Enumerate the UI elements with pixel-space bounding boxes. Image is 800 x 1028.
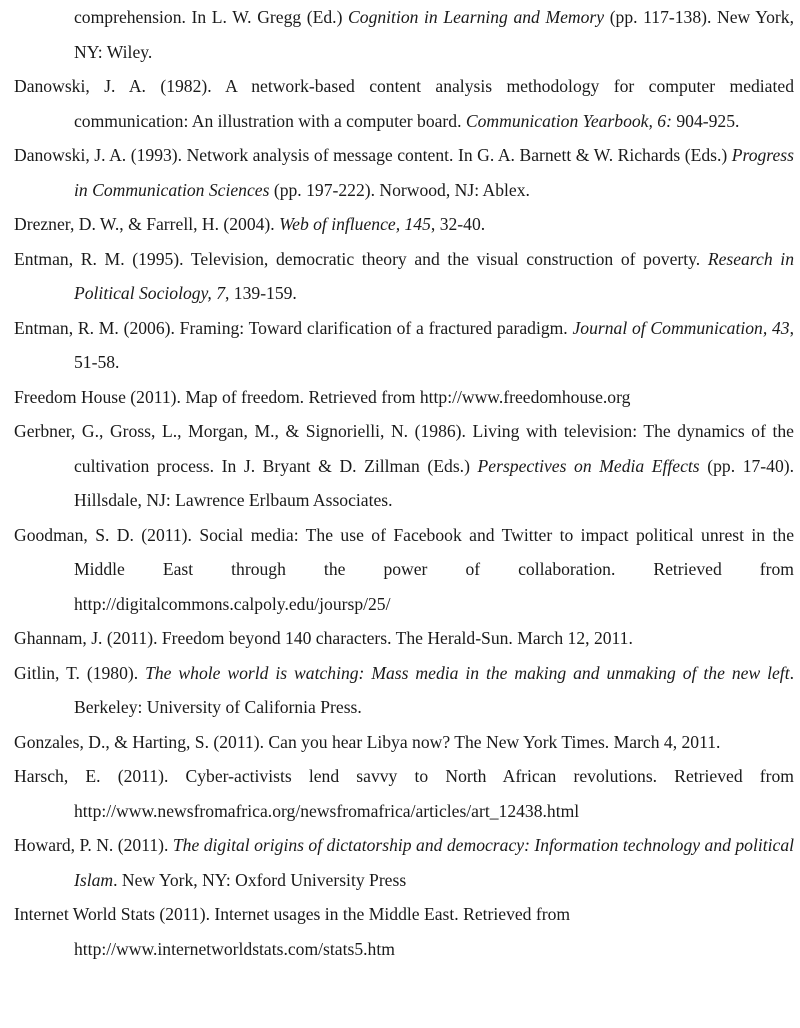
reference-entry-howard-2011	[14, 828, 794, 897]
reference-entry-danowski-1982	[14, 69, 794, 138]
reference-text: (pp. 17-40). Hillsdale, NJ: Lawrence Erlbaum Associates.	[74, 455, 794, 510]
reference-entry-drezner-2004	[14, 207, 794, 242]
reference-entry-entman-2006	[14, 311, 794, 380]
reference-text: Entman, R. M. (1995). Television, democratic theory and the visual construction of poverty.	[14, 248, 708, 269]
reference-text: . New York, NY: Oxford University Press	[113, 869, 407, 890]
reference-text: Gonzales, D., & Harting, S. (2011). Can you hear Libya now? The New York Times. March 4, 2011.	[14, 731, 721, 752]
reference-text: comprehension. In L. W. Gregg (Ed.)	[74, 7, 349, 27]
reference-text: Howard, P. N. (2011).	[14, 835, 173, 855]
reference-text: . Berkeley: University of California Press.	[74, 662, 794, 717]
reference-text: Drezner, D. W., & Farrell, H. (2004).	[14, 214, 280, 234]
reference-text: Freedom House (2011). Map of freedom. Retrieved from http://www.freedomhouse.org	[14, 386, 631, 407]
reference-title: Communication Yearbook, 6:	[465, 110, 672, 131]
reference-text: Danowski, J. A. (1982). A network-based content analysis methodology for computer mediated communication: An illustration with a computer board.	[14, 76, 794, 131]
reference-text: 904-925.	[671, 110, 740, 131]
reference-text: Goodman, S. D. (2011). Social media: The use of Facebook and Twitter to impact political unrest in the Middle East through the power of collaboration. Retrieved from http://digitalcommons.calpoly.edu/joursp/25/	[14, 524, 794, 614]
reference-entry-gerbner-1986	[14, 414, 794, 518]
reference-text: Gerbner, G., Gross, L., Morgan, M., & Signorielli, N. (1986). Living with television: The dynamics of the cultivation process. In J. Bryant & D. Zillman (Eds.)	[14, 421, 794, 476]
reference-title: The whole world is watching: Mass media in the making and unmaking of the new left	[145, 662, 790, 683]
reference-title: Perspectives on Media Effects	[477, 455, 700, 476]
reference-text: , 139-159.	[225, 283, 297, 303]
reference-title: Research in Political Sociology, 7	[74, 248, 794, 303]
reference-text: , 32-40.	[430, 214, 486, 234]
reference-title: Web of influence, 145	[279, 214, 431, 234]
reference-entry-goodman-2011	[14, 518, 794, 622]
reference-entry-entman-1995	[14, 242, 794, 311]
reference-text: Entman, R. M. (2006). Framing: Toward clarification of a fractured paradigm.	[14, 317, 573, 338]
reference-entry-ghannam-2011	[14, 621, 794, 656]
reference-text: , 51-58.	[74, 317, 794, 372]
reference-entry-gregg-continuation	[14, 0, 794, 69]
reference-text: Internet World Stats (2011). Internet usages in the Middle East. Retrieved from http://www.internetworldstats.com/stats5.htm	[14, 904, 571, 959]
reference-entry-gitlin-1980	[14, 656, 794, 725]
reference-entry-freedom-house-2011	[14, 380, 794, 415]
reference-entry-gonzales-2011	[14, 725, 794, 760]
reference-text: (pp. 117-138). New York, NY: Wiley.	[74, 7, 794, 62]
reference-list	[14, 0, 794, 966]
reference-entry-internet-world-stats-2011	[14, 897, 794, 966]
reference-text: Gitlin, T. (1980).	[14, 662, 146, 683]
reference-text: Danowski, J. A. (1993). Network analysis of message content. In G. A. Barnett & W. Richards (Eds.)	[14, 145, 732, 165]
reference-text: (pp. 197-222). Norwood, NJ: Ablex.	[269, 179, 530, 200]
reference-entry-danowski-1993	[14, 138, 794, 207]
reference-text: Harsch, E. (2011). Cyber-activists lend savvy to North African revolutions. Retrieved from http://www.newsfromafrica.org/newsfromafrica/articles/art_12438.html	[14, 766, 794, 821]
reference-title: Progress in Communication Sciences	[74, 145, 794, 200]
reference-title: Cognition in Learning and Memory	[348, 7, 605, 27]
reference-text: Ghannam, J. (2011). Freedom beyond 140 characters. The Herald-Sun. March 12, 2011.	[14, 628, 633, 648]
reference-title: Journal of Communication, 43	[572, 317, 790, 338]
reference-title: The digital origins of dictatorship and democracy: Information technology and political Islam	[74, 835, 795, 890]
reference-entry-harsch-2011	[14, 759, 794, 828]
